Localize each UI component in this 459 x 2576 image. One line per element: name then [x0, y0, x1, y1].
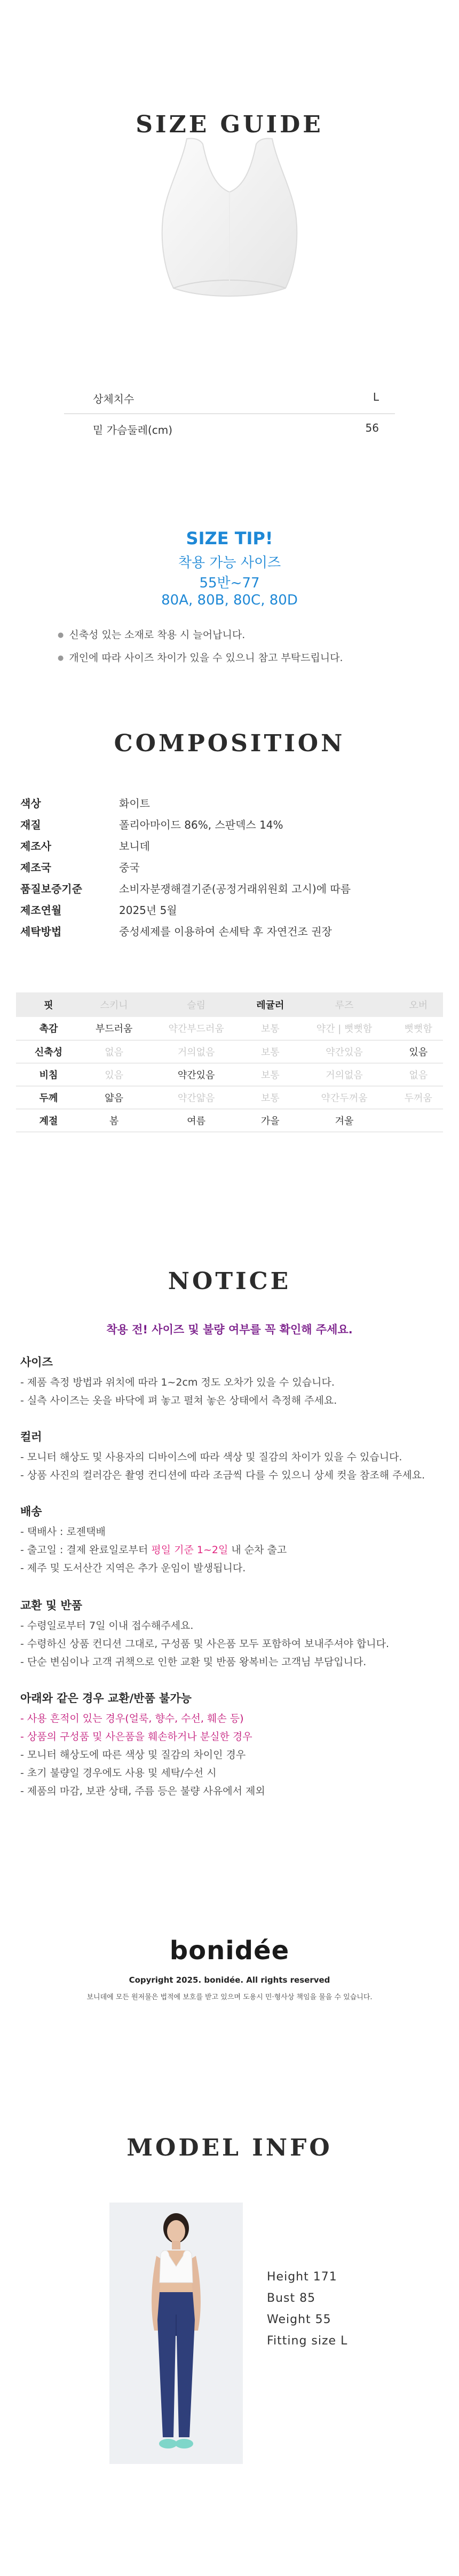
notice-line-warning: - 사용 흔적이 있는 경우(얼룩, 향수, 수선, 훼손 등) — [20, 1713, 244, 1724]
attribute-option: 보통 — [246, 1063, 295, 1086]
model-photo — [109, 2203, 243, 2464]
notice-line: - 단순 변심이나 고객 귀책으로 인한 교환 및 반품 왕복비는 고객님 부담입니다. — [20, 1656, 367, 1668]
model-height: Height 171 — [267, 2270, 337, 2284]
notice-line: - 수령하신 상품 컨디션 그대로, 구성품 및 사은품 모두 포함하여 보내주셔야 합니다. — [20, 1638, 390, 1650]
attribute-option: 부드러움 — [81, 1017, 147, 1040]
attribute-option: 보통 — [246, 1017, 295, 1040]
notice-line: - 모니터 해상도에 따른 색상 및 질감의 차이인 경우 — [20, 1749, 246, 1761]
attribute-option: 레귤러 — [246, 992, 295, 1017]
notice-title: NOTICE — [168, 1268, 291, 1295]
comp-row: 제조사 보니데 — [20, 839, 150, 853]
notice-line: - 출고일 : 결제 완료일로부터 평일 기준 1~2일 내 순차 출고 — [20, 1544, 287, 1556]
size-note: ● 개인에 따라 사이즈 차이가 있을 수 있으니 참고 부탁드립니다. — [58, 647, 343, 670]
attribute-option: 약간있음 — [295, 1040, 393, 1063]
attribute-option: 보통 — [246, 1040, 295, 1063]
notice-heading: 컬러 — [20, 1430, 42, 1443]
attribute-option: 거의없음 — [295, 1063, 393, 1086]
attribute-label: 계절 — [16, 1109, 81, 1132]
notice-heading: 배송 — [20, 1505, 42, 1518]
model-weight: Weight 55 — [267, 2313, 331, 2326]
notice-line: - 제품의 마감, 보관 상태, 주름 등은 불량 사유에서 제외 — [20, 1785, 265, 1797]
attribute-option: 있음 — [81, 1063, 147, 1086]
comp-row: 세탁방법 중성세제를 이용하여 손세탁 후 자연건조 권장 — [20, 925, 332, 938]
notice-no-return-block — [20, 1689, 442, 1800]
attribute-label: 촉감 — [16, 1017, 81, 1040]
composition-title: COMPOSITION — [114, 730, 345, 757]
attribute-option — [394, 1109, 443, 1132]
attribute-option: 있음 — [394, 1040, 443, 1063]
attribute-option: 약간얇음 — [147, 1086, 246, 1109]
notice-line: - 실측 사이즈는 옷을 바닥에 펴 놓고 펼쳐 놓은 상태에서 측정해 주세요. — [20, 1395, 337, 1406]
notice-color-block — [20, 1428, 442, 1484]
bra-product-image — [149, 133, 310, 347]
attribute-option: 거의없음 — [147, 1040, 246, 1063]
notice-return-block — [20, 1596, 442, 1671]
attribute-row — [16, 1040, 443, 1063]
size-note: ● 신축성 있는 소재로 착용 시 늘어납니다. — [58, 624, 343, 647]
attribute-row — [16, 992, 443, 1017]
notice-line: - 모니터 해상도 및 사용자의 디바이스에 따라 색상 및 질감의 차이가 있을 수 있습니다. — [20, 1451, 402, 1463]
attribute-option: 봄 — [81, 1109, 147, 1132]
attribute-option: 스키니 — [81, 992, 147, 1017]
size-row-label: 밑 가슴둘레(cm) — [93, 424, 173, 436]
attribute-row — [16, 1017, 443, 1040]
attribute-row — [16, 1063, 443, 1086]
attribute-option: 뻣뻣함 — [394, 1017, 443, 1040]
copyright-text: Copyright 2025. bonidée. All rights reserved — [129, 1975, 330, 1985]
attribute-row — [16, 1086, 443, 1109]
model-measurements — [267, 2267, 347, 2352]
attribute-option: 보통 — [246, 1086, 295, 1109]
attribute-label: 두께 — [16, 1086, 81, 1109]
attribute-option: 오버 — [394, 992, 443, 1017]
attribute-option: 두꺼움 — [394, 1086, 443, 1109]
attribute-option: 약간두꺼움 — [295, 1086, 393, 1109]
notice-line: - 제주 및 도서산간 지역은 추가 운임이 발생됩니다. — [20, 1562, 246, 1574]
comp-row: 품질보증기준 소비자분쟁해결기준(공정거래위원회 고시)에 따름 — [20, 882, 351, 895]
attribute-option: 없음 — [394, 1063, 443, 1086]
size-notes — [58, 624, 343, 670]
notice-heading: 교환 및 반품 — [20, 1599, 83, 1612]
size-row-value: L — [373, 391, 379, 403]
comp-row: 제조연월 2025년 5월 — [20, 903, 177, 917]
size-tip-line: 80A, 80B, 80C, 80D — [161, 592, 298, 608]
notice-line: - 제품 측정 방법과 위치에 따라 1~2cm 정도 오차가 있을 수 있습니다. — [20, 1377, 335, 1388]
shipping-highlight: 평일 기준 1~2일 — [151, 1544, 228, 1556]
size-guide-title: SIZE GUIDE — [136, 111, 323, 138]
size-table — [64, 383, 395, 444]
attribute-option: 얇음 — [81, 1086, 147, 1109]
composition-list — [20, 792, 426, 941]
size-row-value: 56 — [365, 422, 379, 434]
size-row-chest — [64, 414, 395, 444]
notice-line: - 수령일로부터 7일 이내 접수해주세요. — [20, 1620, 194, 1632]
attribute-label: 비침 — [16, 1063, 81, 1086]
attribute-option: 슬림 — [147, 992, 246, 1017]
model-fitting-size: Fitting size L — [267, 2334, 348, 2348]
attribute-option: 겨울 — [295, 1109, 393, 1132]
attribute-option: 없음 — [81, 1040, 147, 1063]
notice-headline: 착용 전! 사이즈 및 불량 여부를 꼭 확인해 주세요. — [106, 1323, 353, 1336]
notice-line: - 상품 사진의 컬러감은 촬영 컨디션에 따라 조금씩 다를 수 있으니 상세 컷을 참조해 주세요. — [20, 1469, 425, 1481]
size-row-top — [64, 383, 395, 414]
fabric-attribute-grid — [16, 992, 443, 1132]
brand-logo: bonidée — [169, 1936, 290, 1966]
size-tip-line: 착용 가능 사이즈 — [178, 555, 281, 571]
model-info-title: MODEL INFO — [126, 2134, 333, 2161]
comp-row: 재질 폴리아마이드 86%, 스판덱스 14% — [20, 818, 283, 831]
attribute-option: 약간 | 뻣뻣함 — [295, 1017, 393, 1040]
comp-row: 제조국 중국 — [20, 861, 140, 874]
attribute-option: 약간있음 — [147, 1063, 246, 1086]
size-tip-line: 55반~77 — [199, 575, 260, 591]
notice-heading: 아래와 같은 경우 교환/반품 불가능 — [20, 1692, 192, 1705]
copyright-notice: 보니데에 모든 원저물은 법적에 보호를 받고 있으며 도용시 민·형사상 책임을 물을 수 있습니다. — [86, 1993, 373, 2001]
notice-heading: 사이즈 — [20, 1356, 53, 1369]
attribute-row — [16, 1109, 443, 1132]
attribute-option: 가을 — [246, 1109, 295, 1132]
model-figure-illustration — [109, 2203, 243, 2464]
attribute-option: 루즈 — [295, 992, 393, 1017]
model-bust: Bust 85 — [267, 2292, 316, 2305]
size-row-label: 상체치수 — [93, 393, 134, 406]
notice-size-block — [20, 1353, 442, 1410]
notice-line: - 초기 불량일 경우에도 사용 및 세탁/수선 시 — [20, 1767, 217, 1779]
attribute-option: 여름 — [147, 1109, 246, 1132]
comp-row: 색상 화이트 — [20, 797, 150, 810]
notice-line: - 택배사 : 로젠택배 — [20, 1526, 106, 1538]
notice-shipping-block — [20, 1502, 442, 1577]
attribute-label: 핏 — [16, 992, 81, 1017]
attribute-option: 약간부드러움 — [147, 1017, 246, 1040]
size-tip-title: SIZE TIP! — [186, 528, 273, 548]
notice-line-warning: - 상품의 구성품 및 사은품을 훼손하거나 분실한 경우 — [20, 1731, 252, 1743]
attribute-label: 신축성 — [16, 1040, 81, 1063]
